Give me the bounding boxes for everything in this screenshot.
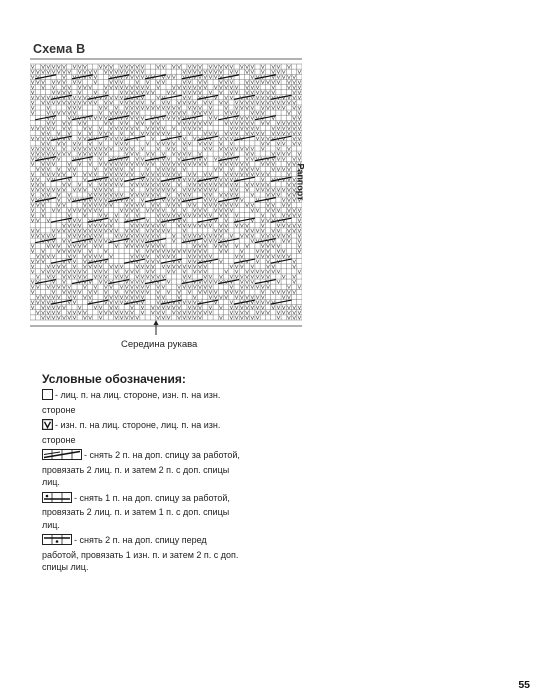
empty-square-icon bbox=[42, 389, 53, 404]
legend-item-cable-2-1 bbox=[42, 534, 242, 574]
legend-text: - снять 2 п. на доп. спицу перед работой, провязать 1 изн. п. и затем 2 п. с доп. спицы лиц. bbox=[42, 535, 239, 572]
v-square-icon bbox=[42, 419, 53, 434]
legend-text: - снять 1 п. на доп. спицу за работой, провязать 2 лиц. п. и затем 1 п. с доп. спицы лиц. bbox=[42, 492, 230, 530]
legend-item-cable-1-2 bbox=[42, 492, 242, 532]
legend-item-purl bbox=[42, 419, 242, 446]
legend-text: - снять 2 п. на доп. спицу за работой, провязать 2 лиц. п. и затем 2 п. с доп. спицы лиц. bbox=[42, 450, 240, 487]
knitting-chart-grid bbox=[30, 57, 302, 328]
grid-lines bbox=[30, 64, 302, 320]
knitting-chart bbox=[30, 57, 302, 328]
page-number: 55 bbox=[518, 679, 530, 691]
chart-cells bbox=[30, 59, 302, 326]
legend bbox=[42, 372, 242, 577]
cable-2-2-right-icon bbox=[42, 449, 82, 464]
sleeve-center-label: Середина рукава bbox=[121, 339, 198, 350]
legend-item-knit bbox=[42, 389, 242, 416]
cable-1-2-right-icon bbox=[42, 492, 72, 507]
rapport-label: Раппорт bbox=[295, 163, 306, 201]
legend-item-cable-2-2 bbox=[42, 449, 242, 489]
legend-title: Условные обозначения: bbox=[42, 372, 186, 386]
cable-2-1-left-icon bbox=[42, 534, 72, 549]
arrow-up-icon bbox=[150, 320, 162, 336]
legend-text: - изн. п. на лиц. стороне, лиц. п. на изн. стороне bbox=[42, 420, 221, 445]
chart-title: Схема В bbox=[33, 42, 86, 56]
legend-text: - лиц. п. на лиц. стороне, изн. п. на изн. стороне bbox=[42, 390, 221, 415]
rapport-label-container bbox=[295, 157, 320, 217]
